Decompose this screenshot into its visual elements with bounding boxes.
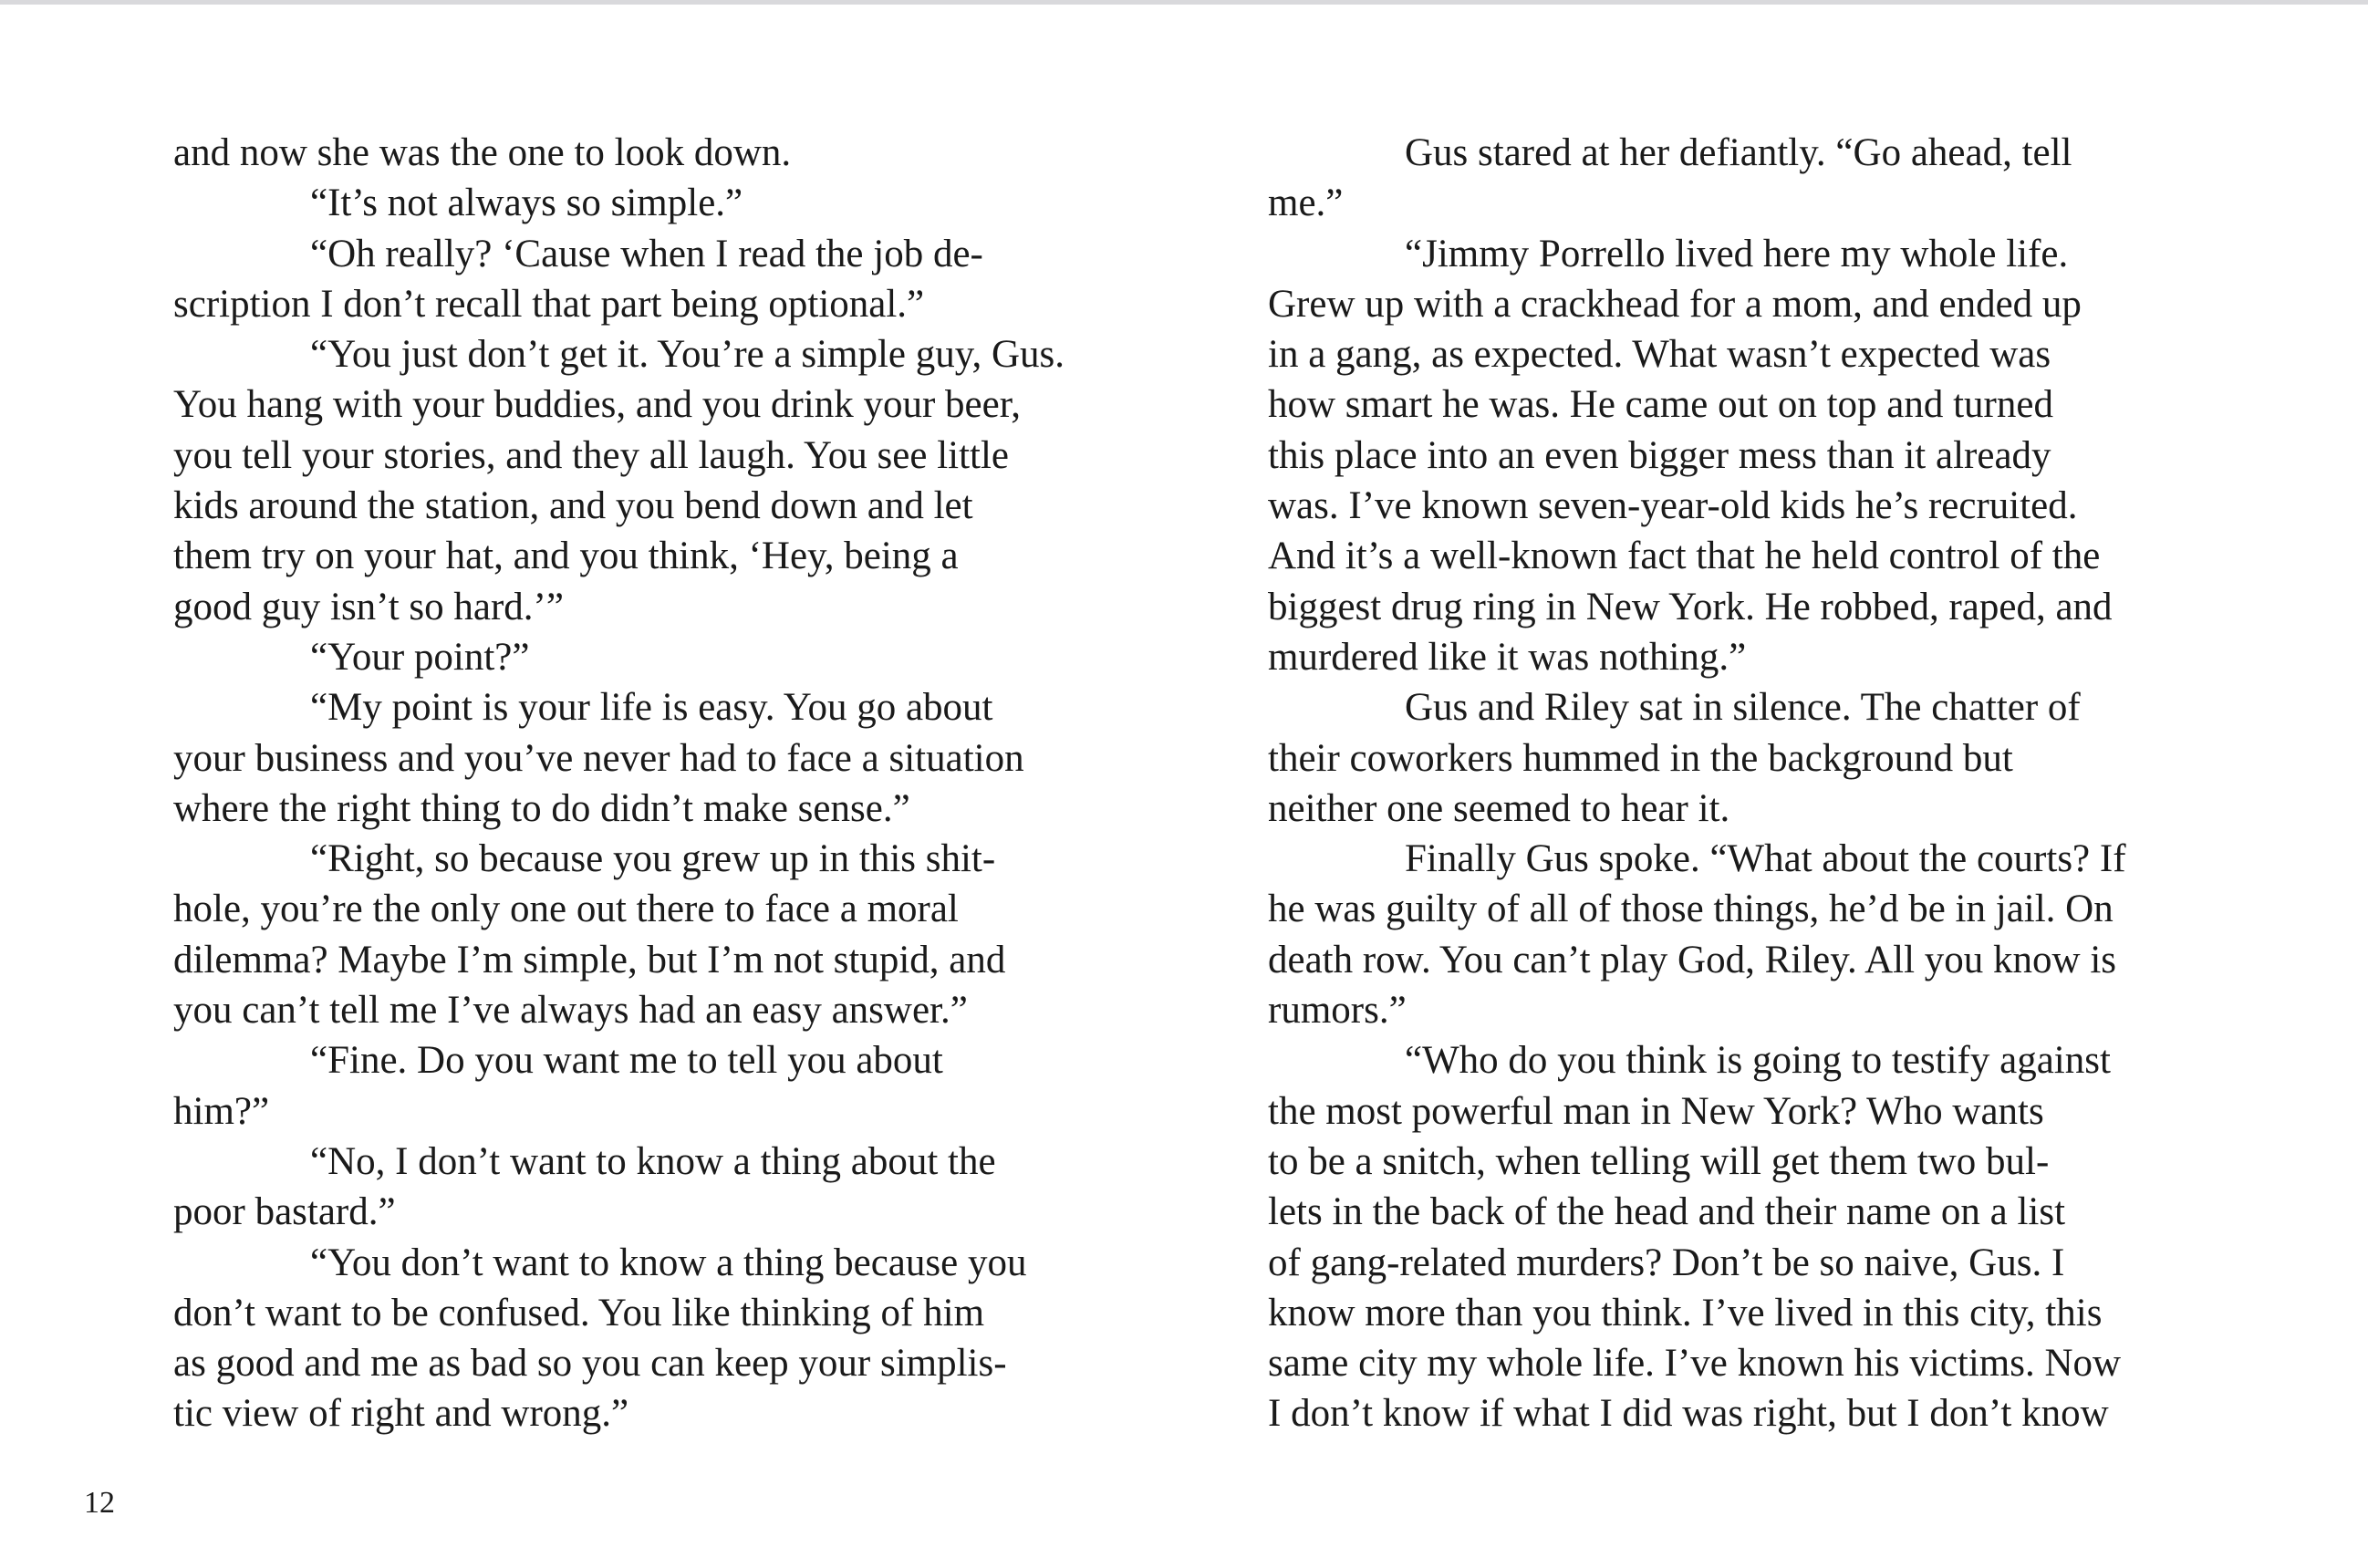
text-line: know more than you think. I’ve lived in this city, this: [1268, 1291, 2103, 1334]
text-line: your business and you’ve never had to face a situation: [173, 736, 1024, 780]
text-line: them try on your hat, and you think, ‘Hey, being a: [173, 535, 959, 578]
text-line: in a gang, as expected. What wasn’t expected was: [1268, 333, 2051, 377]
text-line: “It’s not always so simple.”: [310, 182, 743, 225]
text-line: “You don’t want to know a thing because you: [310, 1241, 1027, 1284]
left-text-column: [173, 128, 1140, 1439]
text-line: “Right, so because you grew up in this shit-: [310, 837, 996, 881]
text-line: biggest drug ring in New York. He robbed, raped, and: [1268, 585, 2113, 628]
text-line: “Oh really? ‘Cause when I read the job de-: [310, 232, 983, 275]
text-line: as good and me as bad so you can keep your simplis-: [173, 1342, 1007, 1386]
text-line: good guy isn’t so hard.’”: [173, 585, 564, 628]
text-line: Gus stared at her defiantly. “Go ahead, tell: [1405, 131, 2072, 174]
text-line: I don’t know if what I did was right, but I don’t know: [1268, 1392, 2109, 1436]
text-line: he was guilty of all of those things, he’d be in jail. On: [1268, 888, 2114, 931]
text-line: You hang with your buddies, and you drink your beer,: [173, 383, 1022, 427]
text-line: you can’t tell me I’ve always had an easy answer.”: [173, 989, 968, 1033]
page-number: 12: [84, 1486, 115, 1520]
right-text-column: [1268, 128, 2235, 1439]
text-line: “No, I don’t want to know a thing about the: [310, 1139, 996, 1183]
text-line: poor bastard.”: [173, 1190, 396, 1234]
text-line: “Your point?”: [310, 635, 530, 679]
text-line: hole, you’re the only one out there to face a moral: [173, 888, 959, 931]
text-line: scription I don’t recall that part being optional.”: [173, 282, 925, 326]
text-line: rumors.”: [1268, 989, 1407, 1033]
text-line: “You just don’t get it. You’re a simple guy, Gus.: [310, 333, 1065, 377]
text-line: “Fine. Do you want me to tell you about: [310, 1039, 943, 1083]
text-line: Grew up with a crackhead for a mom, and ended up: [1268, 282, 2082, 326]
text-line: me.”: [1268, 182, 1344, 225]
text-line: don’t want to be confused. You like thinking of him: [173, 1291, 985, 1334]
text-line: Gus and Riley sat in silence. The chatter of: [1405, 686, 2081, 730]
text-line: where the right thing to do didn’t make sense.”: [173, 786, 910, 830]
text-line: this place into an even bigger mess than it already: [1268, 433, 2051, 477]
text-line: And it’s a well-known fact that he held control of the: [1268, 535, 2101, 578]
text-line: their coworkers hummed in the background but: [1268, 736, 2013, 780]
text-line: “My point is your life is easy. You go about: [310, 686, 993, 730]
text-line: dilemma? Maybe I’m simple, but I’m not stupid, and: [173, 938, 1006, 981]
text-line: the most powerful man in New York? Who wants: [1268, 1089, 2044, 1133]
text-line: same city my whole life. I’ve known his victims. Now: [1268, 1342, 2122, 1386]
text-line: him?”: [173, 1089, 270, 1133]
text-line: and now she was the one to look down.: [173, 131, 792, 174]
text-line: “Who do you think is going to testify against: [1405, 1039, 2111, 1083]
text-line: you tell your stories, and they all laugh. You see little: [173, 433, 1010, 477]
text-line: Finally Gus spoke. “What about the courts? If: [1405, 837, 2126, 881]
text-line: was. I’ve known seven-year-old kids he’s recruited.: [1268, 484, 2078, 528]
top-edge-rule: [0, 0, 2368, 5]
text-line: kids around the station, and you bend down and let: [173, 484, 973, 528]
text-line: “Jimmy Porrello lived here my whole life.: [1405, 232, 2069, 275]
text-line: lets in the back of the head and their name on a list: [1268, 1190, 2066, 1234]
text-line: murdered like it was nothing.”: [1268, 635, 1747, 679]
text-line: of gang-related murders? Don’t be so naive, Gus. I: [1268, 1241, 2065, 1284]
text-line: death row. You can’t play God, Riley. All you know is: [1268, 938, 2117, 981]
text-line: tic view of right and wrong.”: [173, 1392, 629, 1436]
text-line: neither one seemed to hear it.: [1268, 786, 1730, 830]
text-line: to be a snitch, when telling will get them two bul-: [1268, 1139, 2050, 1183]
text-line: how smart he was. He came out on top and turned: [1268, 383, 2053, 427]
